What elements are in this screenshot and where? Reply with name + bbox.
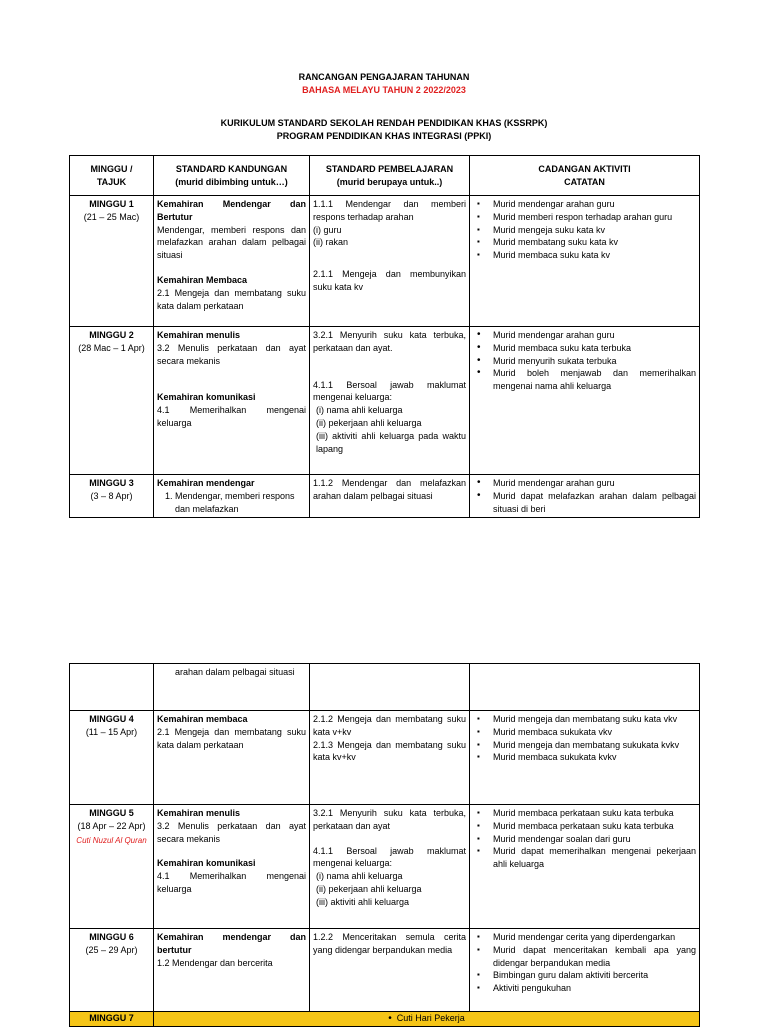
table-row [70,711,700,805]
sp-cell: 1.2.2 Menceritakan semula cerita yang didengar berpandukan media [310,929,470,1012]
list-item: • Murid mendengar arahan guru [493,477,696,490]
list-item: ▪ Aktiviti pengukuhan [493,982,696,995]
sp-cell: 3.2.1 Menyurih suku kata terbuka, perkataan dan ayat. 4.1.1 Bersoal jawab maklumat mengenai keluarga: (i) nama ahli keluarga (ii) pekerjaan ahli keluarga (iii) aktiviti ahli keluarga pada waktu lapang [310,327,470,475]
sp-cell: 1.1.2 Mendengar dan melafazkan arahan dalam pelbagai situasi [310,475,470,518]
list-item: ▪ Murid membaca perkataan suku kata terbuka [493,807,696,820]
title-line-2: BAHASA MELAYU TAHUN 2 2022/2023 [302,84,466,95]
table-row-holiday [70,1012,700,1027]
holiday-note: Cuti Nuzul Al Quran [76,835,147,845]
table-row [70,929,700,1012]
sp-cell [310,664,470,711]
list-item: ▪ Murid dapat menceritakan kembali apa yang didengar berpandukan media [493,944,696,970]
activity-cell [470,196,700,327]
subtitle-line-2: PROGRAM PENDIDIKAN KHAS INTEGRASI (PPKI) [276,130,492,141]
col-header-activity: CADANGAN AKTIVITI CATATAN [470,156,700,196]
list-item: • Murid dapat melafazkan arahan dalam pelbagai situasi di beri [493,490,696,516]
list-item: • Murid boleh menjawab dan memerihalkan mengenai nama ahli keluarga [493,367,696,393]
list-item: ▪ Murid mendengar arahan guru [493,198,696,211]
list-item: ▪ Murid memberi respon terhadap arahan guru [493,211,696,224]
sp-cell: 1.1.1 Mendengar dan memberi respons terhadap arahan (i) guru (ii) rakan 2.1.1 Mengeja dan membunyikan suku kata kv [310,196,470,327]
list-item: ▪ Murid mengeja suku kata kv [493,224,696,237]
list-item: ▪ Murid membaca perkataan suku kata terbuka [493,820,696,833]
table-header-row [70,156,700,196]
sp-cell: 3.2.1 Menyurih suku kata terbuka, perkataan dan ayat 4.1.1 Bersoal jawab maklumat mengenai keluarga: (i) nama ahli keluarga (ii) pekerjaan ahli keluarga (iii) aktiviti ahli keluarga [310,805,470,929]
list-item: ▪ Murid mendengar cerita yang diperdengarkan [493,931,696,944]
col-header-sk: STANDARD KANDUNGAN (murid dibimbing untuk…) [154,156,310,196]
week-cell: MINGGU 5 (18 Apr – 22 Apr) Cuti Nuzul Al Quran [70,805,154,929]
table-row [70,664,700,711]
doc-title [0,71,768,96]
list-item: ▪ Murid dapat memerihalkan mengenai pekerjaan ahli keluarga [493,845,696,871]
sk-cell: Kemahiran menulis 3.2 Menulis perkataan dan ayat secara mekanis Kemahiran komunikasi 4.1 Memerihalkan mengenai keluarga [154,805,310,929]
activity-cell [470,475,700,518]
list-item: ▪ Murid membaca sukukata kvkv [493,751,696,764]
list-item: ▪ Murid membatang suku kata kv [493,236,696,249]
title-line-1: RANCANGAN PENGAJARAN TAHUNAN [298,72,470,82]
week-cell: MINGGU 3 (3 – 8 Apr) [70,475,154,518]
table-row [70,805,700,929]
plan-table-page-1 [69,155,700,518]
table-row [70,327,700,475]
sk-cell: Kemahiran mendengar 1. Mendengar, memberi respons dan melafazkan [154,475,310,518]
list-item: 1. Mendengar, memberi respons dan melafazkan [175,490,306,516]
week-cell: MINGGU 6 (25 – 29 Apr) [70,929,154,1012]
list-item: ▪ Murid membaca suku kata kv [493,249,696,262]
sk-cell: Kemahiran membaca 2.1 Mengeja dan membatang suku kata dalam perkataan [154,711,310,805]
list-item: ▪ Murid mengeja dan membatang sukukata kvkv [493,739,696,752]
activity-cell [470,929,700,1012]
activity-cell [470,327,700,475]
sk-cell: arahan dalam pelbagai situasi [154,664,310,711]
list-item: • Murid menyurih sukata terbuka [493,355,696,368]
table-row [70,475,700,518]
sp-cell: 2.1.2 Mengeja dan membatang suku kata v+kv 2.1.3 Mengeja dan membatang suku kata kv+kv [310,711,470,805]
subtitle-line-1: KURIKULUM STANDARD SEKOLAH RENDAH PENDIDIKAN KHAS (KSSRPK) [220,118,548,128]
activity-cell [470,805,700,929]
week-cell: MINGGU 7 [70,1012,154,1027]
list-item: ▪ Bimbingan guru dalam aktiviti bercerita [493,969,696,982]
list-item: • Murid membaca suku kata terbuka [493,342,696,355]
sk-cell: Kemahiran mendengar dan bertutur 1.2 Mendengar dan bercerita [154,929,310,1012]
col-header-sp: STANDARD PEMBELAJARAN (murid berupaya untuk..) [310,156,470,196]
sk-cell: Kemahiran Mendengar dan Bertutur Mendengar, memberi respons dan melafazkan arahan dalam pelbagai situasi Kemahiran Membaca 2.1 Mengeja dan membatang suku kata dalam perkataan [154,196,310,327]
table-row [70,196,700,327]
plan-table-page-2 [69,663,700,1027]
list-item: ▪ Murid mengeja dan membatang suku kata vkv [493,713,696,726]
doc-subtitle [0,117,768,142]
list-item: • Murid mendengar arahan guru [493,329,696,342]
col-header-week: MINGGU / TAJUK [70,156,154,196]
week-cell: MINGGU 1 (21 – 25 Mac) [70,196,154,327]
week-cell: MINGGU 4 (11 – 15 Apr) [70,711,154,805]
activity-cell [470,664,700,711]
week-cell [70,664,154,711]
holiday-cell: • Cuti Hari Pekerja [154,1012,700,1027]
list-item: ▪ Murid mendengar soalan dari guru [493,833,696,846]
week-cell: MINGGU 2 (28 Mac – 1 Apr) [70,327,154,475]
list-item: ▪ Murid membaca sukukata vkv [493,726,696,739]
activity-cell [470,711,700,805]
sk-cell: Kemahiran menulis 3.2 Menulis perkataan dan ayat secara mekanis Kemahiran komunikasi 4.1 Memerihalkan mengenai keluarga [154,327,310,475]
holiday-note: Cuti Hari Pekerja [396,1013,465,1023]
